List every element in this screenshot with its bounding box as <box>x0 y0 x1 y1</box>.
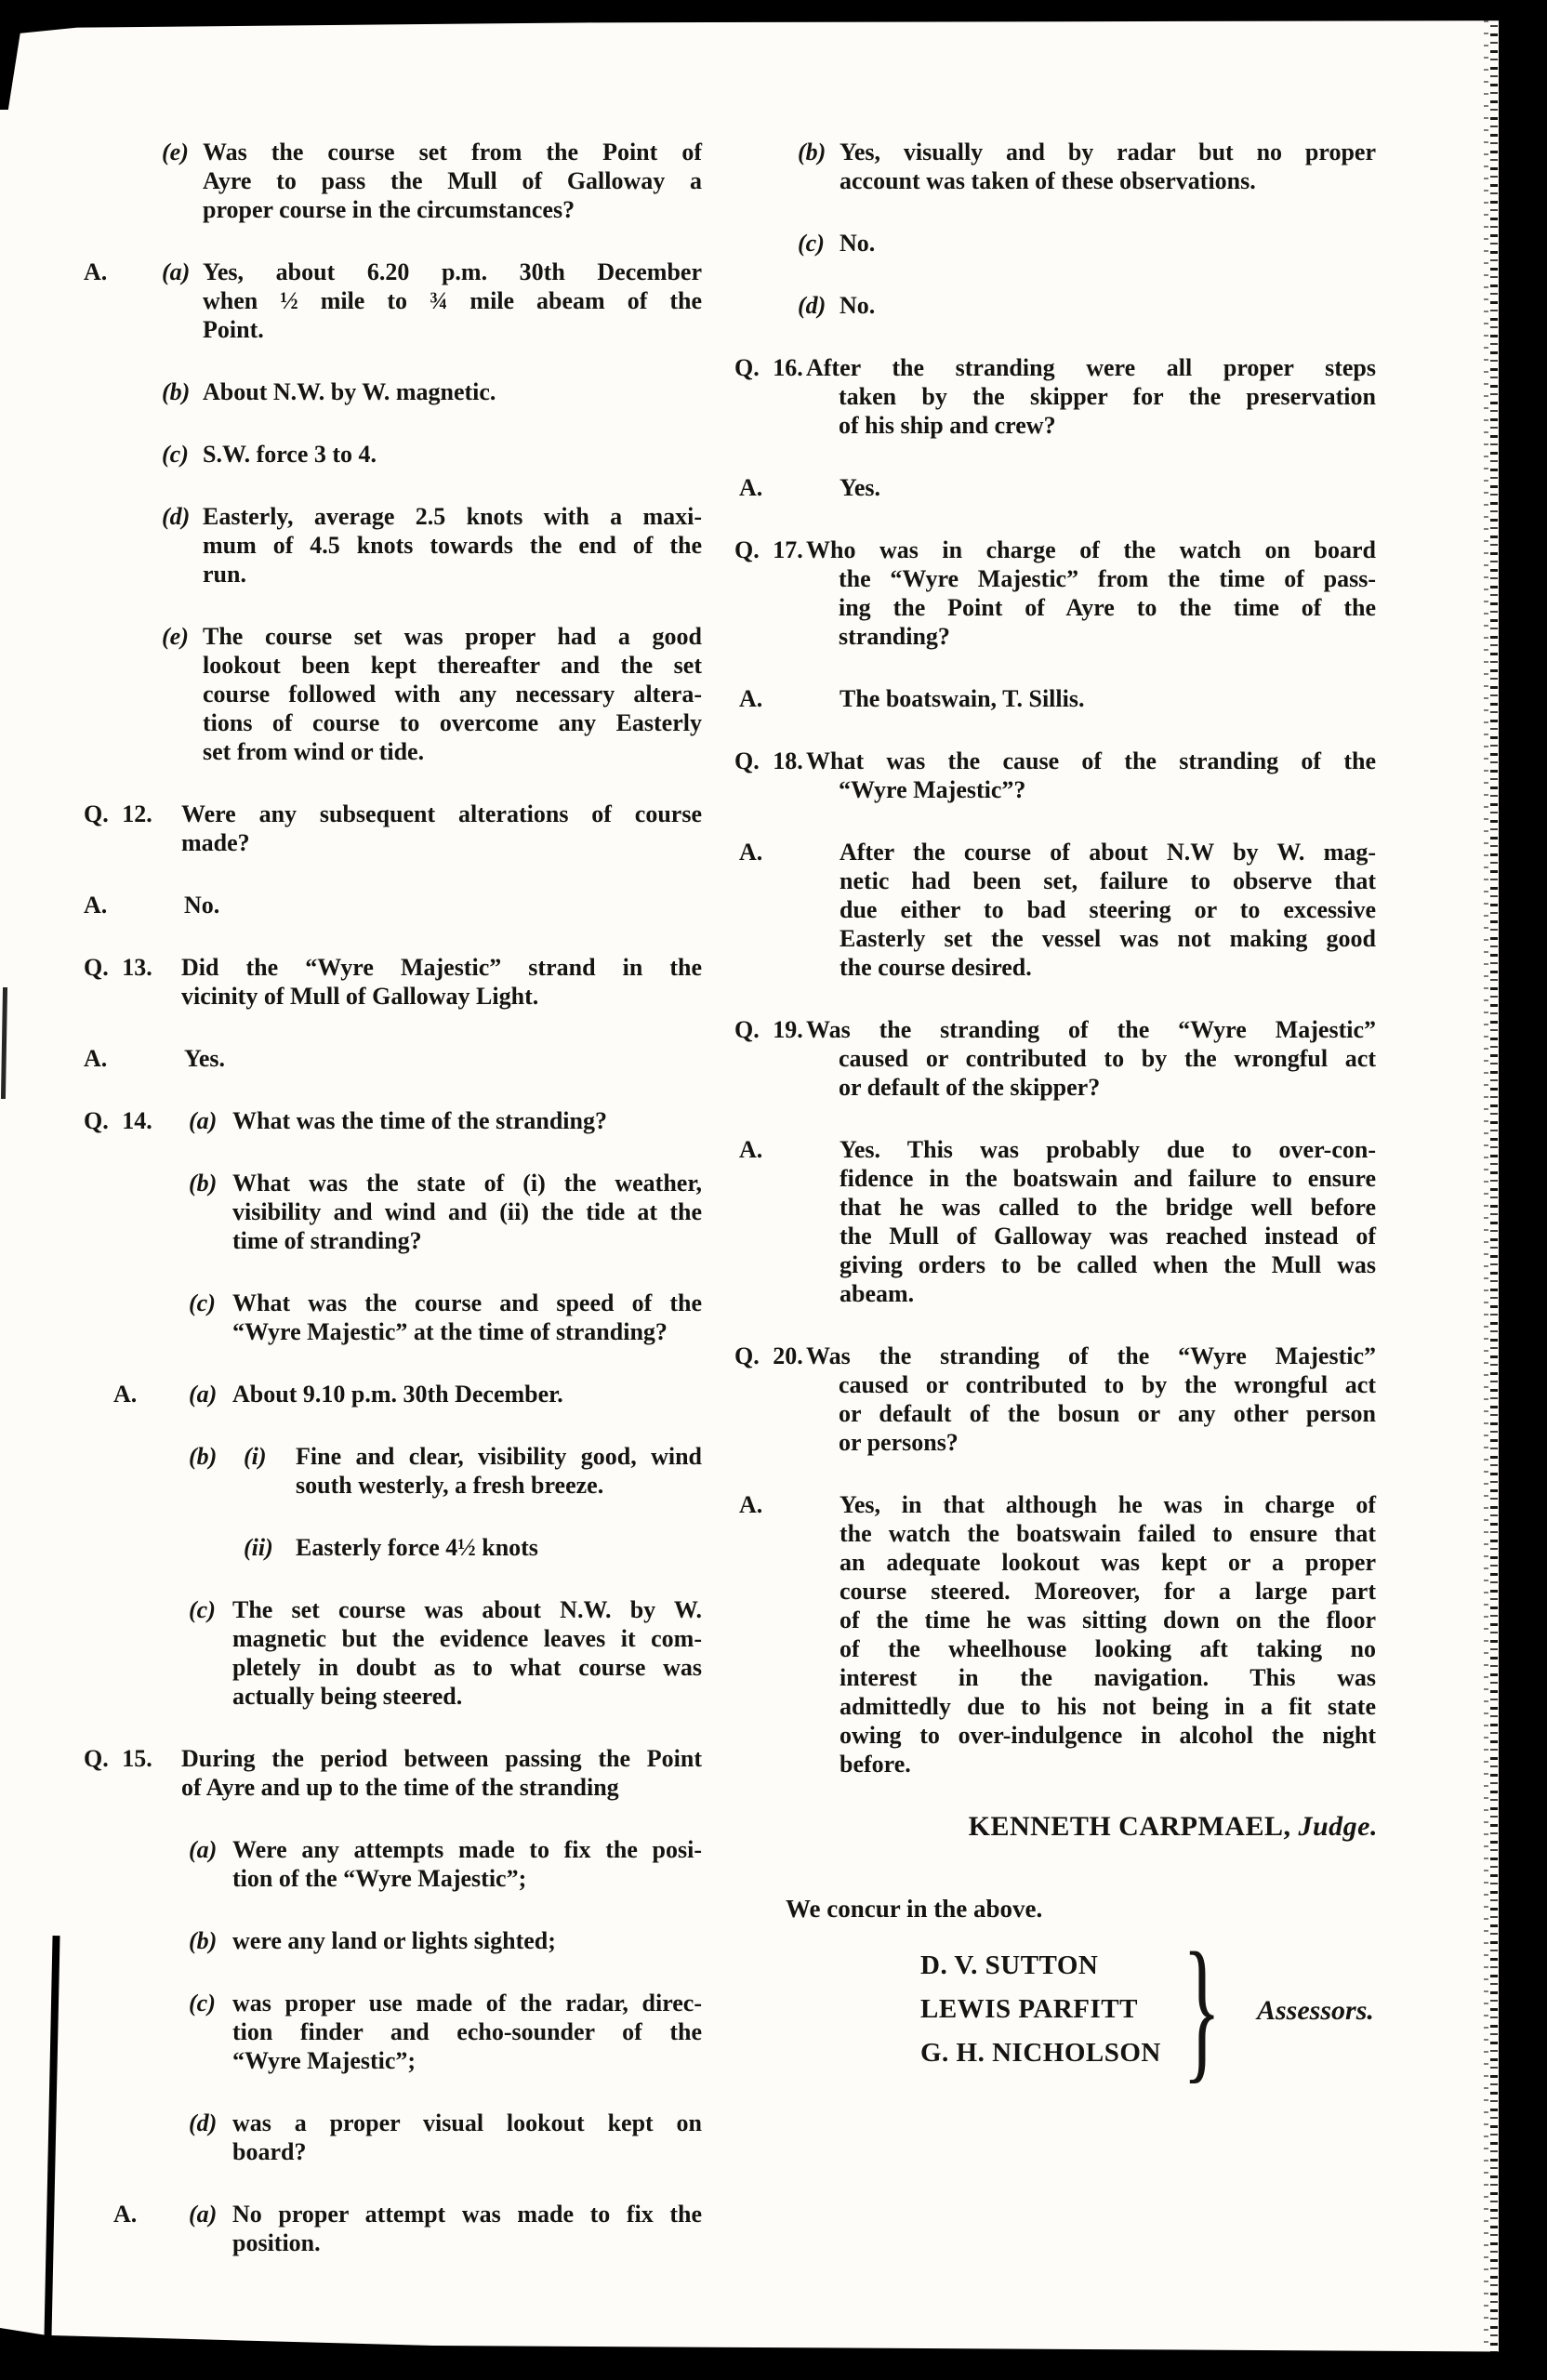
text-line: were any land or lights sighted; <box>232 1927 556 1954</box>
item-marker: (b) <box>189 1927 218 1954</box>
judge-title: Judge. <box>1298 1811 1378 1842</box>
qa-label: A. <box>113 1381 138 1408</box>
block-text <box>840 1135 1376 1308</box>
text-line: The boatswain, T. Sillis. <box>840 685 1085 712</box>
text-line: The set course was about N.W. by W. <box>232 1596 702 1623</box>
text-line: Who was in charge of the watch on board <box>806 536 1376 563</box>
text-line: the “Wyre Majestic” from the time of pass- <box>839 565 1376 592</box>
text-line: Yes, about 6.20 p.m. 30th December <box>203 258 702 285</box>
text-line: when ½ mile to ¾ mile abeam of the <box>203 287 702 314</box>
text-line: Was the stranding of the “Wyre Majestic” <box>806 1016 1376 1043</box>
qa-label: A. <box>739 1136 763 1163</box>
text-line: About 9.10 p.m. 30th December. <box>232 1381 563 1408</box>
qa-label: Q. 19. <box>734 1016 803 1043</box>
bottom-edge-band <box>0 2328 1547 2380</box>
qa-block <box>84 1380 702 1408</box>
item-marker: (a) <box>189 1381 218 1408</box>
block-text <box>296 1533 702 1562</box>
block-text <box>806 353 1376 440</box>
item-marker: (e) <box>162 623 189 650</box>
qa-block <box>84 1533 702 1562</box>
text-line: south westerly, a fresh breeze. <box>296 1472 604 1499</box>
text-line: Did the “Wyre Majestic” strand in the <box>181 954 702 981</box>
text-line: or default of the skipper? <box>839 1074 1101 1101</box>
qa-block <box>84 502 702 588</box>
text-line: What was the cause of the stranding of the <box>806 747 1376 774</box>
block-text <box>840 138 1376 195</box>
item-marker: (b) <box>189 1443 218 1470</box>
text-line: abeam. <box>840 1280 915 1307</box>
text-line: Were any subsequent alterations of course <box>181 800 702 827</box>
qa-block <box>734 353 1378 440</box>
qa-label: A. <box>113 2201 138 2228</box>
text-line: tion finder and echo-sounder of the <box>232 2018 702 2045</box>
text-line: position. <box>232 2229 321 2256</box>
text-line: About N.W. by W. magnetic. <box>203 378 496 405</box>
text-line: After the course of about N.W by W. mag- <box>840 839 1376 866</box>
judge-name: KENNETH CARPMAEL, <box>968 1811 1291 1842</box>
qa-label: A. <box>739 685 763 712</box>
qa-label: A. <box>84 258 108 285</box>
block-text <box>184 1044 654 1073</box>
qa-block <box>734 291 1378 320</box>
text-line: giving orders to be called when the Mull was <box>840 1251 1376 1278</box>
qa-label: Q. 17. <box>734 536 803 563</box>
block-text <box>184 891 654 919</box>
right-column <box>734 138 1378 2102</box>
text-line: Yes. <box>840 474 881 501</box>
text-line: course followed with any necessary altera- <box>203 681 702 707</box>
concur-line: We concur in the above. <box>786 1895 1043 1923</box>
item-marker: (c) <box>189 1289 216 1316</box>
block-text <box>840 229 1376 258</box>
qa-label: Q. 15. <box>84 1745 152 1772</box>
qa-label: A. <box>84 892 108 919</box>
qa-block <box>84 2109 702 2166</box>
text-line: magnetic but the evidence leaves it com- <box>232 1625 702 1652</box>
text-line: run. <box>203 561 246 588</box>
block-text <box>806 1342 1376 1457</box>
block-text <box>232 1169 702 1255</box>
right-edge-band <box>1499 0 1547 2380</box>
text-line: board? <box>232 2138 307 2165</box>
block-text <box>840 291 1376 320</box>
item-marker: (a) <box>162 258 191 285</box>
text-line: What was the time of the stranding? <box>232 1107 607 1134</box>
qa-label: A. <box>739 1491 763 1518</box>
text-line: After the stranding were all proper steps <box>806 354 1376 381</box>
text-line: set from wind or tide. <box>203 738 425 765</box>
qa-block <box>84 2200 702 2257</box>
text-line: course steered. Moreover, for a large part <box>840 1578 1376 1605</box>
text-line: was a proper visual lookout kept on <box>232 2109 702 2136</box>
text-line: admittedly due to his not being in a fit state <box>840 1693 1376 1720</box>
text-line: ing the Point of Ayre to the time of the <box>839 594 1376 621</box>
qa-label: A. <box>739 839 763 866</box>
text-line: What was the course and speed of the <box>232 1289 702 1316</box>
item-marker: (c) <box>189 1596 216 1623</box>
text-line: account was taken of these observations. <box>840 167 1256 194</box>
block-text <box>181 800 702 857</box>
qa-block <box>734 138 1378 195</box>
qa-block <box>84 891 702 919</box>
block-text <box>232 1835 702 1893</box>
text-line: before. <box>840 1751 911 1778</box>
text-line: “Wyre Majestic”? <box>839 776 1026 803</box>
assessor-name: LEWIS PARFITT <box>920 1994 1138 2024</box>
text-line: actually being steered. <box>232 1683 463 1710</box>
text-line: Fine and clear, visibility good, wind <box>296 1443 702 1470</box>
item-marker: (e) <box>162 139 189 165</box>
block-text <box>806 1015 1376 1102</box>
block-text <box>232 2109 702 2166</box>
block-text <box>232 1380 702 1408</box>
qa-block <box>84 1595 702 1711</box>
text-line: mum of 4.5 knots towards the end of the <box>203 532 702 559</box>
right-column-blocks <box>734 138 1378 1778</box>
text-line: Easterly, average 2.5 knots with a maxi- <box>203 503 702 530</box>
text-line: What was the state of (i) the weather, <box>232 1170 702 1197</box>
qa-label: Q. 14. <box>84 1107 152 1134</box>
qa-block <box>84 800 702 857</box>
assessors-block <box>920 1921 1378 2102</box>
qa-block <box>84 1289 702 1346</box>
block-text <box>232 2200 702 2257</box>
block-text <box>806 747 1376 804</box>
qa-label: Q. 13. <box>84 954 152 981</box>
block-text <box>203 258 702 344</box>
text-line: of Ayre and up to the time of the stranding <box>181 1774 619 1801</box>
qa-block <box>734 1490 1378 1778</box>
qa-block <box>84 953 702 1011</box>
text-line: Ayre to pass the Mull of Galloway a <box>203 167 702 194</box>
text-line: Were any attempts made to fix the posi- <box>232 1836 702 1863</box>
block-text <box>181 953 702 1011</box>
qa-block <box>734 1135 1378 1308</box>
item-marker: (d) <box>162 503 191 530</box>
qa-label: Q. 18. <box>734 747 803 774</box>
inner-marker: (i) <box>244 1443 267 1470</box>
text-line: visibility and wind and (ii) the tide at the <box>232 1198 702 1225</box>
text-line: stranding? <box>839 623 950 650</box>
text-line: an adequate lookout was kept or a proper <box>840 1549 1376 1576</box>
qa-label: Q. 16. <box>734 354 803 381</box>
item-marker: (a) <box>189 2201 218 2228</box>
text-line: No. <box>184 892 220 919</box>
text-line: pletely in doubt as to what course was <box>232 1654 702 1681</box>
item-marker: (c) <box>162 441 189 468</box>
text-line: Was the stranding of the “Wyre Majestic” <box>806 1342 1376 1369</box>
text-line: “Wyre Majestic”; <box>232 2047 416 2074</box>
text-line: vicinity of Mull of Galloway Light. <box>181 983 539 1010</box>
qa-block <box>84 1926 702 1955</box>
block-text <box>232 1595 702 1711</box>
block-text <box>232 1106 702 1135</box>
block-text <box>840 1490 1376 1778</box>
page-edge-line <box>44 1936 60 2337</box>
item-marker: (b) <box>189 1170 218 1197</box>
item-marker: (a) <box>189 1836 218 1863</box>
block-text <box>203 502 702 588</box>
text-line: time of stranding? <box>232 1227 422 1254</box>
text-line: Yes. <box>184 1045 226 1072</box>
qa-block <box>84 138 702 224</box>
qa-label: A. <box>739 474 763 501</box>
text-line: netic had been set, failure to observe that <box>840 867 1376 894</box>
block-text <box>203 440 702 469</box>
text-line: Easterly force 4½ knots <box>296 1534 538 1561</box>
block-text <box>806 536 1376 651</box>
text-line: the course desired. <box>840 954 1032 981</box>
text-line: Easterly set the vessel was not making good <box>840 925 1376 952</box>
text-line: the watch the boatswain failed to ensure that <box>840 1520 1376 1547</box>
text-line: interest in the navigation. This was <box>840 1664 1376 1691</box>
qa-block <box>734 473 1378 502</box>
text-line: proper course in the circumstances? <box>203 196 575 223</box>
qa-block <box>84 258 702 344</box>
top-edge-band <box>0 0 1547 35</box>
text-line: was proper use made of the radar, direc- <box>232 1990 702 2016</box>
qa-block <box>734 536 1378 651</box>
text-line: caused or contributed to by the wrongful act <box>839 1045 1376 1072</box>
text-line: or default of the bosun or any other person <box>839 1400 1376 1427</box>
qa-block <box>84 377 702 406</box>
item-marker: (d) <box>189 2109 218 2136</box>
text-line: Yes, visually and by radar but no proper <box>840 139 1376 165</box>
block-text <box>232 1926 702 1955</box>
text-line: fidence in the boatswain and failure to ensure <box>840 1165 1376 1192</box>
qa-block <box>734 747 1378 804</box>
block-text <box>840 684 1376 713</box>
page-edge-mark <box>1 987 7 1099</box>
assessors-label: Assessors. <box>1257 1995 1374 2026</box>
scan-speckle <box>1483 0 1499 2380</box>
item-marker: (b) <box>162 378 191 405</box>
text-line: taken by the skipper for the preservation <box>839 383 1376 410</box>
text-line: caused or contributed to by the wrongful act <box>839 1371 1376 1398</box>
assessors-brace: } <box>1183 1921 1222 2097</box>
text-line: Point. <box>203 316 264 343</box>
assessor-name: D. V. SUTTON <box>920 1950 1099 1980</box>
text-line: Was the course set from the Point of <box>203 139 702 165</box>
qa-block <box>84 1106 702 1135</box>
block-text <box>203 622 702 766</box>
item-marker: (c) <box>189 1990 216 2016</box>
judge-signature <box>734 1812 1378 1841</box>
text-line: due either to bad steering or to excessive <box>840 896 1376 923</box>
qa-block <box>734 229 1378 258</box>
qa-block <box>84 1169 702 1255</box>
item-marker: (b) <box>798 139 826 165</box>
qa-label: Q. 12. <box>84 800 152 827</box>
text-line: tion of the “Wyre Majestic”; <box>232 1865 527 1892</box>
text-line: S.W. force 3 to 4. <box>203 441 377 468</box>
item-marker: (c) <box>798 230 825 257</box>
qa-block <box>84 1989 702 2075</box>
item-marker: (d) <box>798 292 826 319</box>
text-line: No. <box>840 292 876 319</box>
text-line: No. <box>840 230 876 257</box>
text-line: the Mull of Galloway was reached instead of <box>840 1223 1376 1250</box>
block-text <box>232 1989 702 2075</box>
text-line: that he was called to the bridge well before <box>840 1194 1376 1221</box>
text-line: lookout been kept thereafter and the set <box>203 652 702 679</box>
qa-block <box>734 1342 1378 1457</box>
qa-block <box>84 1744 702 1802</box>
assessor-name: G. H. NICHOLSON <box>920 2038 1161 2068</box>
text-line: of the time he was sitting down on the floor <box>840 1606 1376 1633</box>
text-line: The course set was proper had a good <box>203 623 702 650</box>
text-line: Yes, in that although he was in charge of <box>840 1491 1376 1518</box>
text-line: Yes. This was probably due to over-con- <box>840 1136 1376 1163</box>
block-text <box>296 1442 702 1500</box>
text-line: owing to over-indulgence in alcohol the night <box>840 1722 1376 1749</box>
inner-marker: (ii) <box>244 1534 273 1561</box>
qa-block <box>84 440 702 469</box>
text-line: of the wheelhouse looking aft taking no <box>840 1635 1376 1662</box>
qa-block <box>734 684 1378 713</box>
page-edge-mark <box>0 32 20 110</box>
text-line: During the period between passing the Point <box>181 1745 702 1772</box>
text-line: No proper attempt was made to fix the <box>232 2201 702 2228</box>
text-line: “Wyre Majestic” at the time of stranding? <box>232 1318 668 1345</box>
qa-label: A. <box>84 1045 108 1072</box>
qa-block <box>84 1044 702 1073</box>
item-marker: (a) <box>189 1107 218 1134</box>
qa-block <box>734 838 1378 982</box>
block-text <box>840 473 1376 502</box>
block-text <box>203 138 702 224</box>
qa-block <box>84 1835 702 1893</box>
text-line: tions of course to overcome any Easterly <box>203 709 702 736</box>
text-line: of his ship and crew? <box>839 412 1056 439</box>
qa-block <box>84 1442 702 1500</box>
block-text <box>232 1289 702 1346</box>
qa-block <box>84 622 702 766</box>
block-text <box>840 838 1376 982</box>
qa-block <box>734 1015 1378 1102</box>
qa-label: Q. 20. <box>734 1342 803 1369</box>
text-line: or persons? <box>839 1429 959 1456</box>
block-text <box>181 1744 702 1802</box>
text-line: made? <box>181 829 250 856</box>
left-column <box>84 138 702 2291</box>
block-text <box>203 377 702 406</box>
